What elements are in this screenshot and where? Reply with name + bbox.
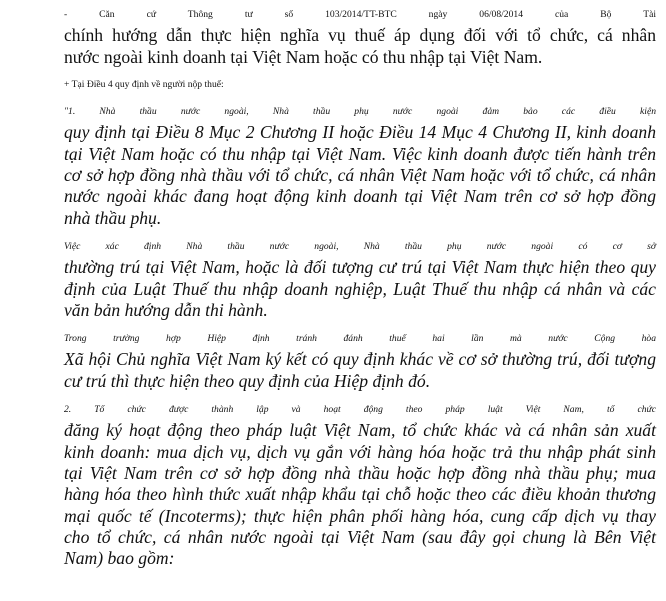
text-line: cư trú thì thực hiện theo quy định của Hiệp định đó. [64, 370, 431, 391]
paragraph-article-4-intro [18, 74, 656, 95]
paragraph-contractor-determination [18, 236, 656, 321]
text-line: chính hướng dẫn thực hiện nghĩa vụ thuế áp dụng đối với tổ chức, cá nhân [64, 25, 656, 46]
text-line: mại quốc tế (Incoterms); thực hiện phân phối hàng hóa, cung cấp dịch vụ thay [64, 505, 656, 526]
text-line: nước ngoài kinh doanh tại Việt Nam hoặc có thu nhập tại Việt Nam. [64, 46, 543, 67]
text-line: 2. Tổ chức được thành lập và hoạt động theo pháp luật Việt Nam, tổ chức [64, 404, 656, 416]
text-line: đăng ký hoạt động theo pháp luật Việt Nam, tổ chức khác và cá nhân sản xuất [64, 420, 656, 441]
text-line: + Tại Điều 4 quy định về người nộp thuế: [64, 78, 224, 90]
text-line: cho tổ chức, cá nhân nước ngoài tại Việt Nam (sau đây gọi chung là Bên Việt [64, 526, 656, 547]
text-line: Nam) bao gồm: [64, 548, 175, 569]
text-line: nhà thầu phụ. [64, 207, 162, 228]
paragraph-clause-1 [18, 101, 656, 229]
paragraph-clause-2 [18, 399, 656, 569]
text-line: văn bản hướng dẫn thi hành. [64, 299, 268, 320]
text-line: Trong trường hợp Hiệp định tránh đánh thuế hai lần mà nước Cộng hòa [64, 333, 656, 345]
text-line: Xã hội Chủ nghĩa Việt Nam ký kết có quy định khác về cơ sở thường trú, đối tượng [64, 349, 656, 370]
text-line: thường trú tại Việt Nam, hoặc là đối tượng cư trú tại Việt Nam thực hiện theo quy [64, 257, 656, 278]
paragraph-tax-treaty [18, 328, 656, 392]
text-line: "1. Nhà thầu nước ngoài, Nhà thầu phụ nước ngoài đảm bảo các điều kiện [64, 106, 656, 118]
paragraph-legal-basis [18, 4, 656, 68]
text-line: nước ngoài khác đang hoạt động kinh doanh tại Việt Nam trên cơ sở hợp đồng [64, 186, 656, 207]
text-line: kinh doanh: mua dịch vụ, dịch vụ gắn với hàng hóa hoặc trả thu nhập phát sinh [64, 441, 656, 462]
text-line: Việc xác định Nhà thầu nước ngoài, Nhà thầu phụ nước ngoài có cơ sở [64, 240, 656, 252]
text-line: hàng hóa theo hình thức xuất nhập khẩu tại chỗ hoặc theo các điều khoản thương [64, 484, 656, 505]
text-line: định của Luật Thuế thu nhập doanh nghiệp, Luật Thuế thu nhập cá nhân và các [64, 278, 656, 299]
text-line: tại Việt Nam hoặc có thu nhập tại Việt Nam. Việc kinh doanh được tiến hành trên [64, 143, 656, 164]
text-line: - Căn cứ Thông tư số 103/2014/TT-BTC ngày 06/08/2014 của Bộ Tài [64, 9, 656, 20]
text-line: quy định tại Điều 8 Mục 2 Chương II hoặc Điều 14 Mục 4 Chương II, kinh doanh [64, 122, 656, 143]
text-line: tại Việt Nam trên cơ sở hợp đồng nhà thầu hoặc hợp đồng nhà thầu phụ; mua [64, 462, 656, 483]
text-line: cơ sở hợp đồng nhà thầu với tổ chức, cá nhân Việt Nam hoặc với tổ chức, cá nhân [64, 165, 656, 186]
